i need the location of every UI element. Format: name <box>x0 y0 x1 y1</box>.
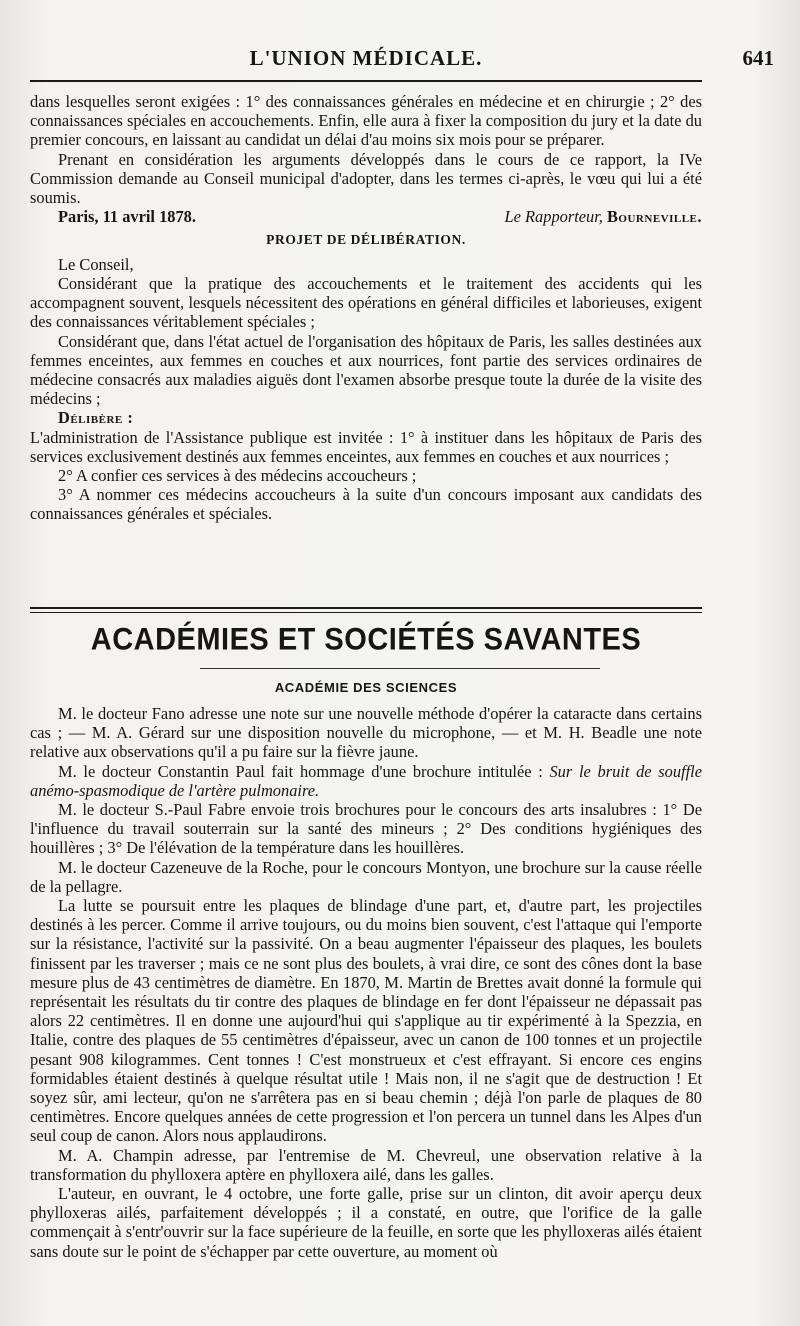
paul-brochure-title: Sur le bruit de souffle anémo-spasmodique de l'artère pulmonaire. <box>30 761 702 800</box>
paragraph-concours: dans lesquelles seront exigées : 1° des connaissances générales en médecine et en chirurgie ; 2° des connaissances spéciales en accouchements. Enfin, elle aura à fixer la composition du jury et la date du premier concours, en laissant au candidat un délai d'au moins six mois pour se préparer. <box>30 92 702 150</box>
journal-title: L'UNION MÉDICALE. <box>249 46 483 70</box>
academie-section <box>30 704 702 1261</box>
paragraph-phylloxera: L'auteur, en ouvrant, le 4 octobre, une forte galle, prise sur un clinton, dit avoir aperçu deux phylloxeras ailés, parfaitement développés ; il a constaté, en outre, que l'orifice de la galle commençait à s'entr'ouvrir sur la face supérieure de la feuille, en sorte que les phylloxeras ailés étaient sans doute sur le point de s'échapper par cette ouverture, au moment où <box>30 1184 702 1261</box>
delibere: Délibère : <box>58 408 134 428</box>
report-section <box>30 92 702 524</box>
deliberation-1: L'administration de l'Assistance publique est invitée : 1° à instituer dans les hôpitaux de Paris des services exclusivement destinés aux femmes enceintes, aux femmes en couches et aux nourrices ; <box>30 427 702 466</box>
academie-subtitle: ACADÉMIE DES SCIENCES <box>274 680 458 695</box>
header-rule <box>30 80 702 82</box>
paragraph-cazeneuve: M. le docteur Cazeneuve de la Roche, pour le concours Montyon, une brochure sur la cause réelle de la pellagre. <box>30 857 702 896</box>
paragraph-commission: Prenant en considération les arguments développés dans le cours de ce rapport, la IVe Commission demande au Conseil municipal d'adopter, dans les termes ci-après, le vœu qui lui a été soumis. <box>30 149 702 208</box>
deliberation-3: 3° A nommer ces médecins accoucheurs à la suite d'un concours imposant aux candidats des connaissances générales et spéciales. <box>30 485 702 524</box>
signature-name: Bourneville. <box>607 207 702 227</box>
paul-text: M. le docteur Constantin Paul fait hommage d'une brochure intitulée : <box>58 761 550 781</box>
running-head <box>30 46 774 74</box>
paragraph-champin: M. A. Champin adresse, par l'entremise de M. Chevreul, une observation relative à la transformation du phylloxera aptère en phylloxera ailé, dans les galles. <box>30 1145 702 1184</box>
report-date: Paris, 11 avril 1878. <box>58 207 196 227</box>
section-underline <box>200 668 600 669</box>
section-title: ACADÉMIES ET SOCIÉTÉS SAVANTES <box>90 622 642 658</box>
considerant-2: Considérant que, dans l'état actuel de l'organisation des hôpitaux de Paris, les salles destinées aux femmes enceintes, aux femmes en couches et aux nourrices, font partie des services ordinaires de médecine consacrés aux maladies aiguës dont l'examen absorbe presque toute la durée de la visite des médecins ; <box>30 331 702 409</box>
page-number: 641 <box>742 46 774 70</box>
paragraph-paul <box>30 762 702 800</box>
projet-title: PROJET DE DÉLIBÉRATION. <box>266 231 466 247</box>
signature-role: Le Rapporteur, <box>504 207 603 227</box>
paragraph-blindage: La lutte se poursuit entre les plaques de blindage d'une part, et, d'autre part, les projectiles destinés à les percer. Comme il arrive toujours, ou du moins bien souvent, c'est l'attaque qui l'emporte sur la résistance, l'activité sur la passivité. On a beau augmenter l'épaisseur des plaques, les boulets finissent par les traverser ; mais ce ne sont plus des boulets, à vrai dire, ce sont des cônes dont la base mesure plus de 43 centimètres de diamètre. En 1870, M. Martin de Brettes avait donné la formule qui représentait les résultats du tir contre des plaques de blindage en fer dont l'épaisseur ne dépassait pas alors 22 centimètres. Il en donne une aujourd'hui qui s'applique au tir expérimenté à la Spezzia, en Italie, contre des plaques de 55 centimètres d'épaisseur, avec un canon de 100 tonnes et un projectile pesant 908 kilogrammes. Cent tonnes ! C'est monstrueux et c'est effrayant. Si encore ces engins formidables étaient destinés à quelque résultat utile ! Mais non, il ne s'agit que de destruction ! Et soyez sûr, ami lecteur, qu'on ne s'arrêtera pas en si beau chemin ; déjà l'on parle de plaques de 80 centimètres. Encore quelques années de cette progression et l'on percera un tunnel dans les Alpes d'un seul coup de canon. Alors nous applaudirons. <box>30 896 702 1146</box>
paragraph-fabre: M. le docteur S.-Paul Fabre envoie trois brochures pour le concours des arts insalubres : 1° De l'influence du travail souterrain sur la santé des mineurs ; 2° Des conditions hygiéniques des houillères ; 3° De l'élévation de la température dans les houillères. <box>30 800 702 858</box>
deliberation-2: 2° A confier ces services à des médecins accoucheurs ; <box>58 466 417 486</box>
section-rule <box>30 607 702 613</box>
considerant-1: Considérant que la pratique des accouchements et le traitement des accidents qui les accompagnent souvent, lesquels nécessitent des opérations en général difficiles et laborieuses, exigent des connaissances véritablement spéciales ; <box>30 274 702 332</box>
paragraph-fano: M. le docteur Fano adresse une note sur une nouvelle méthode d'opérer la cataracte dans certains cas ; — M. A. Gérard sur une disposition nouvelle du microphone, — et M. H. Beadle une note relative aux observations qu'il a pu faire sur la fièvre jaune. <box>30 704 702 762</box>
conseil: Le Conseil, <box>58 254 134 274</box>
